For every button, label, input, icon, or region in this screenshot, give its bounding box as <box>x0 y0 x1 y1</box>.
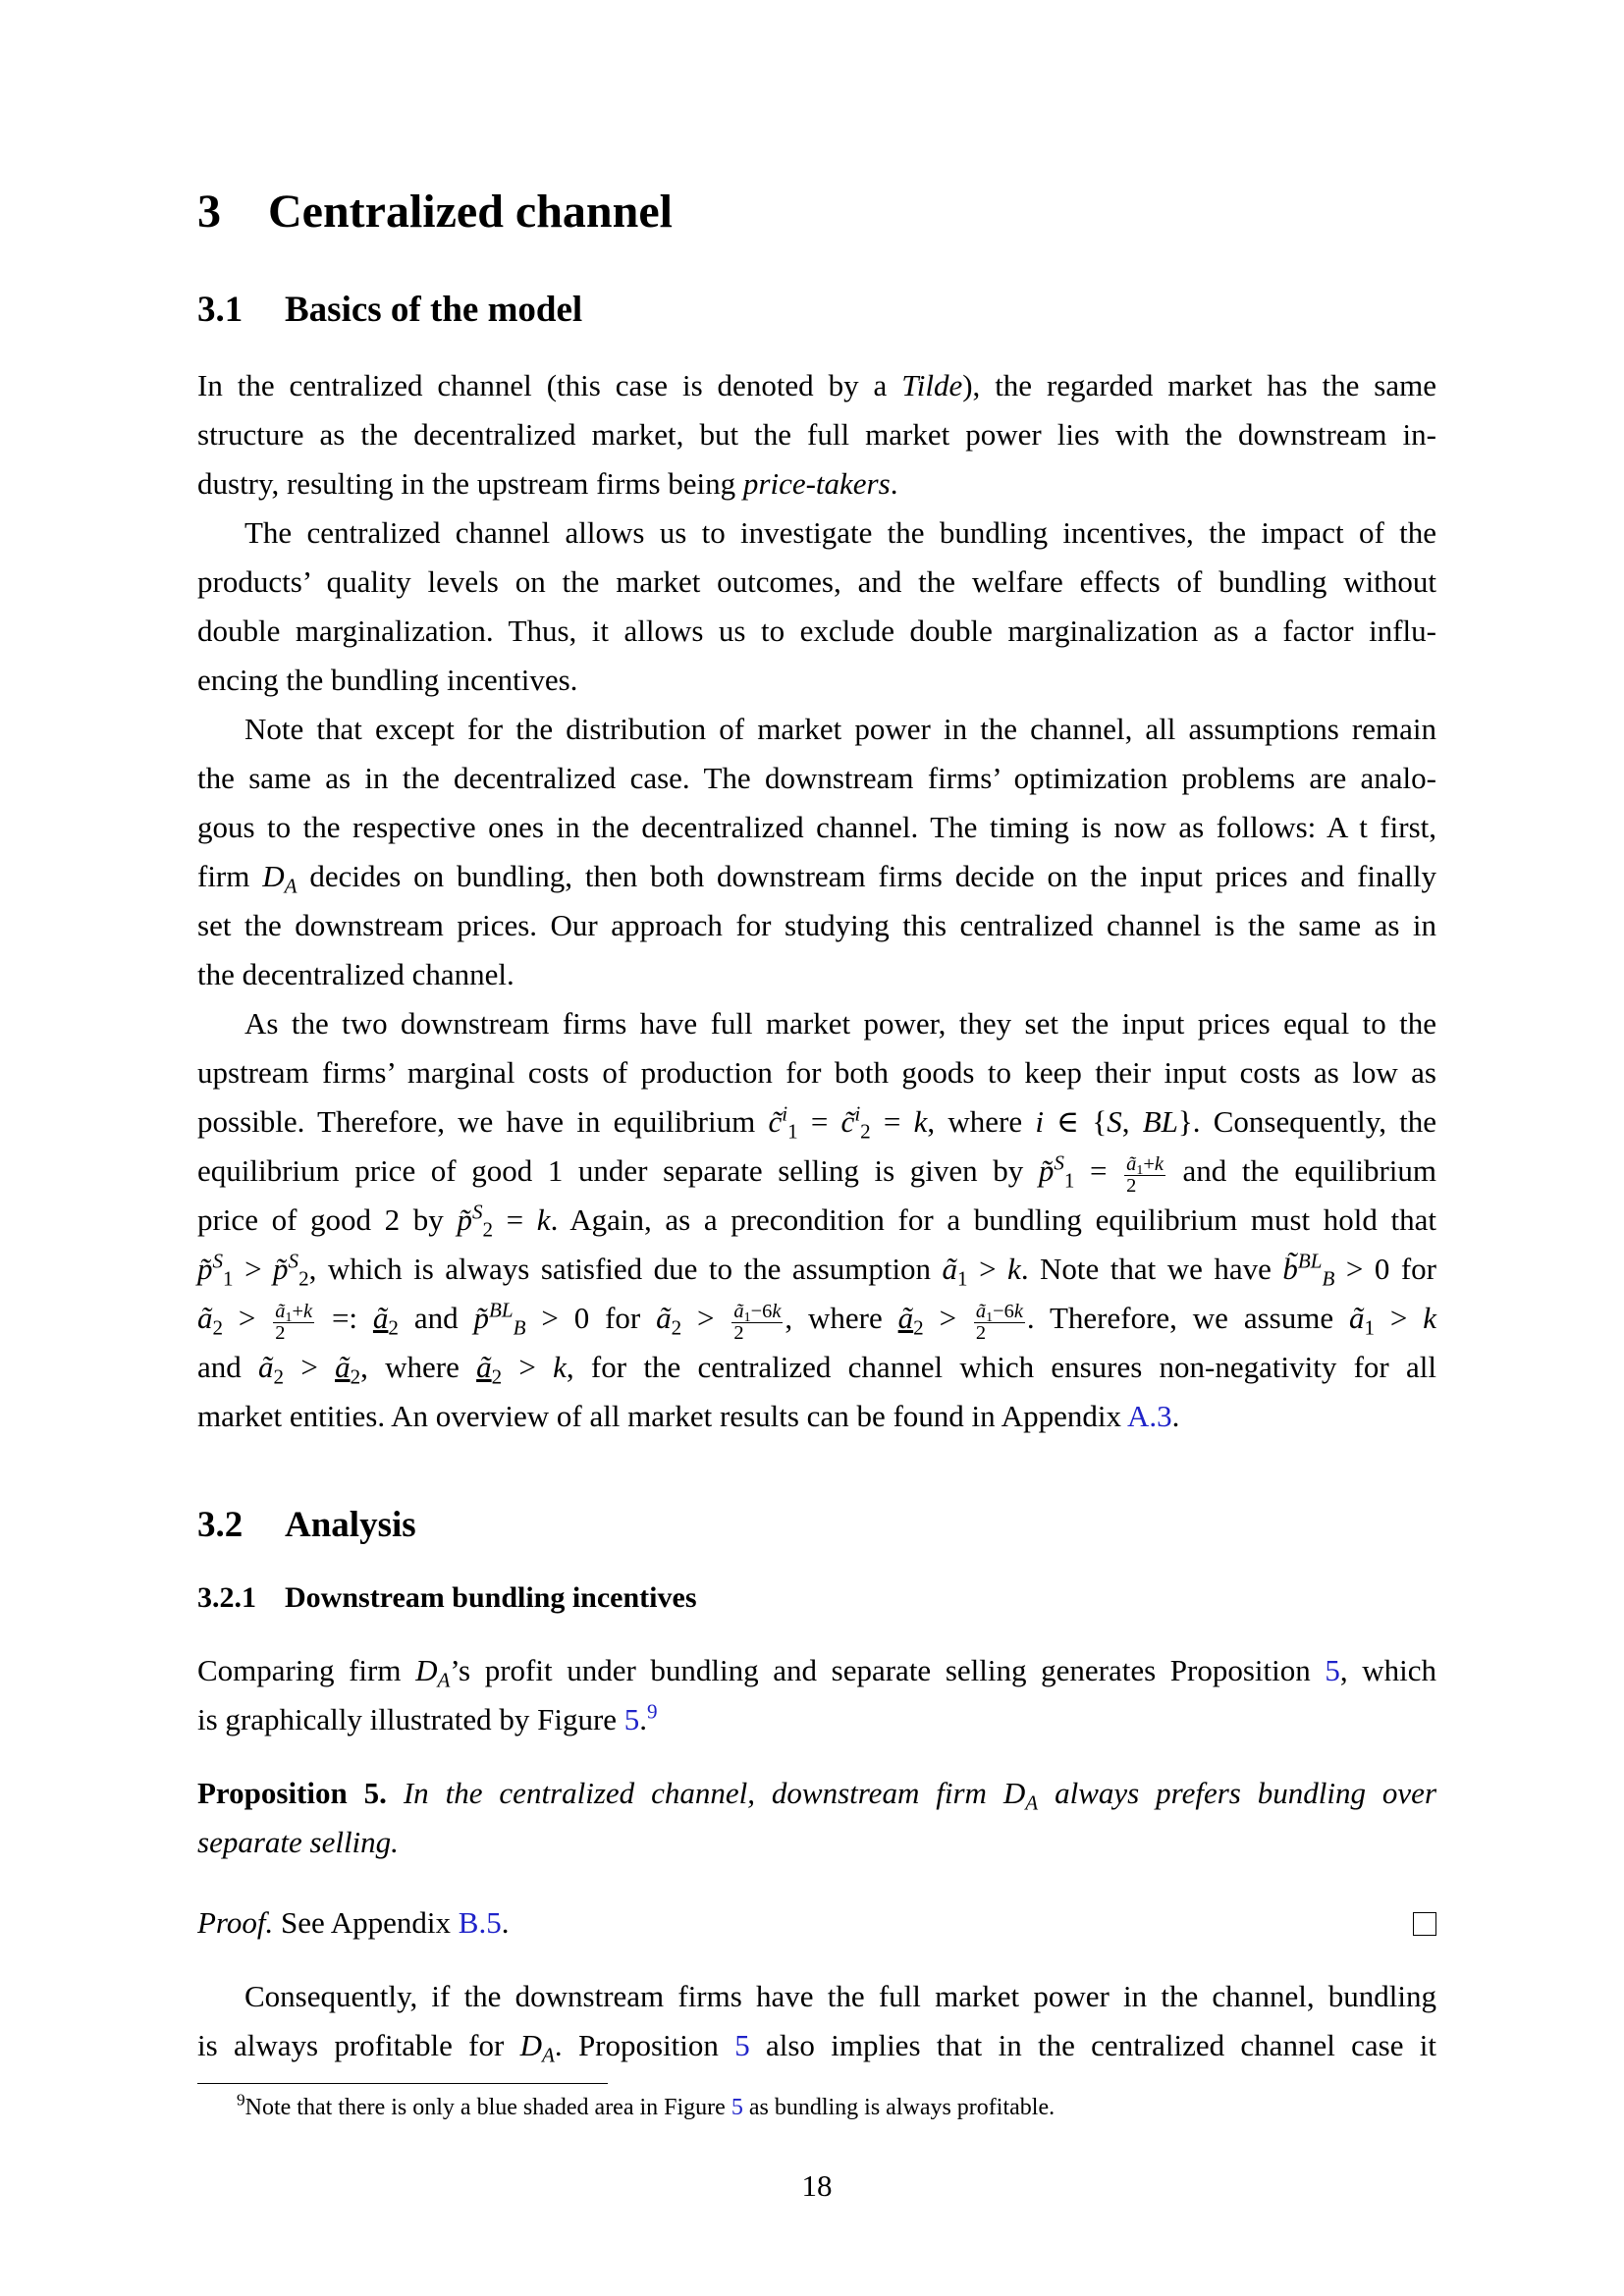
footnote-marker[interactable]: 9 <box>647 1699 658 1724</box>
section-number: 3 <box>197 186 221 238</box>
body-text-incentives <box>197 1646 1436 1744</box>
paragraph-line: dustry, resulting in the upstream firms being price-takers. <box>197 466 898 501</box>
paragraph-line: p̃$^S_1$ > p̃$^S_2$, which is always satisfied due to the assumption $ã_1 > k$. Note that we have b̃$^{BL}_B$ > 0 for <box>197 1249 1436 1291</box>
subsection-title: Basics of the model <box>285 290 583 330</box>
paragraph-line: price of good 2 by p̃$^S_2$ = k. Again, as a precondition for a bundling equilibrium must hold that <box>197 1200 1436 1242</box>
paragraph-line: market entities. An overview of all market results can be found in Appendix A.3. <box>197 1399 1180 1433</box>
paragraph-line: $ã_2$ > $\frac{ã_1+k}{2}$ =: $ã_2$ and p̃$^{BL}_B$ > 0 for $ã_2$ > $\frac{ã_1-6k}{2}$ , where $ã_2$ > $\frac{ã_1-6k}{2}$ . Therefore, we assume $ã_1 > k$ <box>197 1298 1436 1345</box>
proposition-line: Proposition 5. In the centralized channel, downstream firm $D_A$ always prefers bundling over <box>197 1776 1437 1815</box>
subsection-heading-basics <box>197 289 582 331</box>
paragraph-line: In the centralized channel (this case is denoted by a Tilde), the regarded market has the same <box>197 368 1436 402</box>
paragraph-line: The centralized channel allows us to investigate the bundling incentives, the impact of the <box>244 515 1436 550</box>
proposition-label: Proposition 5. <box>197 1776 387 1810</box>
proof-label: Proof. <box>197 1905 274 1940</box>
paragraph-line: set the downstream prices. Our approach for studying this centralized channel is the same as in <box>197 908 1436 942</box>
paragraph-line: the same as in the decentralized case. The downstream firms’ optimization problems are analo- <box>197 761 1436 795</box>
section-heading <box>197 185 673 239</box>
paragraph-line: upstream firms’ marginal costs of production for both goods to keep their input costs as low as <box>197 1055 1436 1090</box>
equation-price-good1: p̃$^S_1$ = $\frac{ã_1+k}{2}$ <box>1038 1150 1164 1198</box>
subsection-title: Analysis <box>285 1505 416 1545</box>
paragraph-line: equilibrium price of good 1 under separate selling is given by p̃$^S_1$ = $\frac{ã_1+k}{2}$ and the equilibrium <box>197 1150 1436 1198</box>
paragraph-line: double marginalization. Thus, it allows us to exclude double marginalization as a factor influ- <box>197 614 1436 648</box>
equation-bundle-quantity: b̃$^{BL}_B$ > 0 <box>1282 1249 1390 1291</box>
appendix-link-a3[interactable]: A.3 <box>1126 1399 1172 1433</box>
equation-price-good2: p̃$^S_2$ = k <box>457 1200 551 1242</box>
footnote: $^9$Note that there is only a blue shaded area in Figure 5 as bundling is always profitable. <box>237 2090 1056 2120</box>
proposition-line: separate selling. <box>197 1825 399 1859</box>
paragraph-line: firm $D_A$ decides on bundling, then both downstream firms decide on the input prices and finally <box>197 859 1437 898</box>
paragraph-line: is always profitable for $D_A$. Proposition 5 also implies that in the centralized channel case it <box>197 2028 1436 2067</box>
equation-index-set: i ∈ {S, BL} <box>1035 1104 1193 1139</box>
paragraph-line: products’ quality levels on the market outcomes, and the welfare effects of bundling without <box>197 564 1436 599</box>
body-text-consequence <box>197 1972 1436 2070</box>
paragraph-line: structure as the decentralized market, but the full market power lies with the downstream in- <box>197 417 1436 452</box>
equation-threshold-a2: $ã_2$ > $\frac{ã_1+k}{2}$ =: $ã_2$ <box>197 1300 399 1345</box>
paragraph-line: Note that except for the distribution of market power in the channel, all assumptions remain <box>244 712 1436 746</box>
proposition-5 <box>197 1769 1436 1867</box>
page-number: 18 <box>801 2168 833 2203</box>
subsubsection-heading <box>197 1581 697 1615</box>
proposition-link[interactable]: 5 <box>1325 1653 1340 1687</box>
paragraph-line: possible. Therefore, we have in equilibrium c̃$^i_1$ = c̃$^i_2$ = k, where i ∈ {S, BL}. Consequently, the <box>197 1101 1437 1144</box>
paragraph-line: Consequently, if the downstream firms have the full market power in the channel, bundling <box>244 1979 1436 2013</box>
proposition-link[interactable]: 5 <box>734 2028 750 2062</box>
equation-input-costs: c̃$^i_1$ = c̃$^i_2$ = k <box>768 1101 928 1144</box>
footnote-number: 9 <box>237 2090 245 2109</box>
proof <box>197 1898 1436 1948</box>
footnote-figure-link[interactable]: 5 <box>731 2095 743 2120</box>
subsubsection-number: 3.2.1 <box>197 1581 256 1614</box>
section-title: Centralized channel <box>268 186 673 238</box>
qed-box-icon <box>1413 1912 1436 1936</box>
paragraph-line: and $ã_2$ > $ã_2$, where $ã_2 > k$, for the centralized channel which ensures non-negativity for all <box>197 1350 1436 1389</box>
paragraph-line: gous to the respective ones in the decentralized channel. The timing is now as follows: A t first, <box>197 810 1436 844</box>
paragraph-line: encing the bundling incentives. <box>197 663 578 697</box>
paragraph-line: is graphically illustrated by Figure 5.$^9$ <box>197 1699 658 1736</box>
proof-line: Proof. See Appendix B.5. <box>197 1905 510 1940</box>
subsection-number: 3.1 <box>197 290 244 330</box>
paragraph-line: Comparing firm $D_A’s$ profit under bundling and separate selling generates Proposition 5, which <box>197 1653 1437 1692</box>
equation-price-order: p̃$^S_1$ > p̃$^S_2$ <box>197 1249 309 1291</box>
subsection-heading-analysis <box>197 1504 416 1546</box>
appendix-link-b5[interactable]: B.5 <box>458 1905 502 1940</box>
paragraph-line: the decentralized channel. <box>197 957 514 991</box>
subsection-number: 3.2 <box>197 1505 244 1545</box>
figure-link[interactable]: 5 <box>623 1702 640 1736</box>
footnote-rule <box>197 2083 608 2084</box>
paragraph-line: As the two downstream firms have full market power, they set the input prices equal to the <box>244 1006 1436 1041</box>
body-text-basics <box>197 361 1436 1441</box>
subsubsection-title: Downstream bundling incentives <box>285 1581 697 1614</box>
